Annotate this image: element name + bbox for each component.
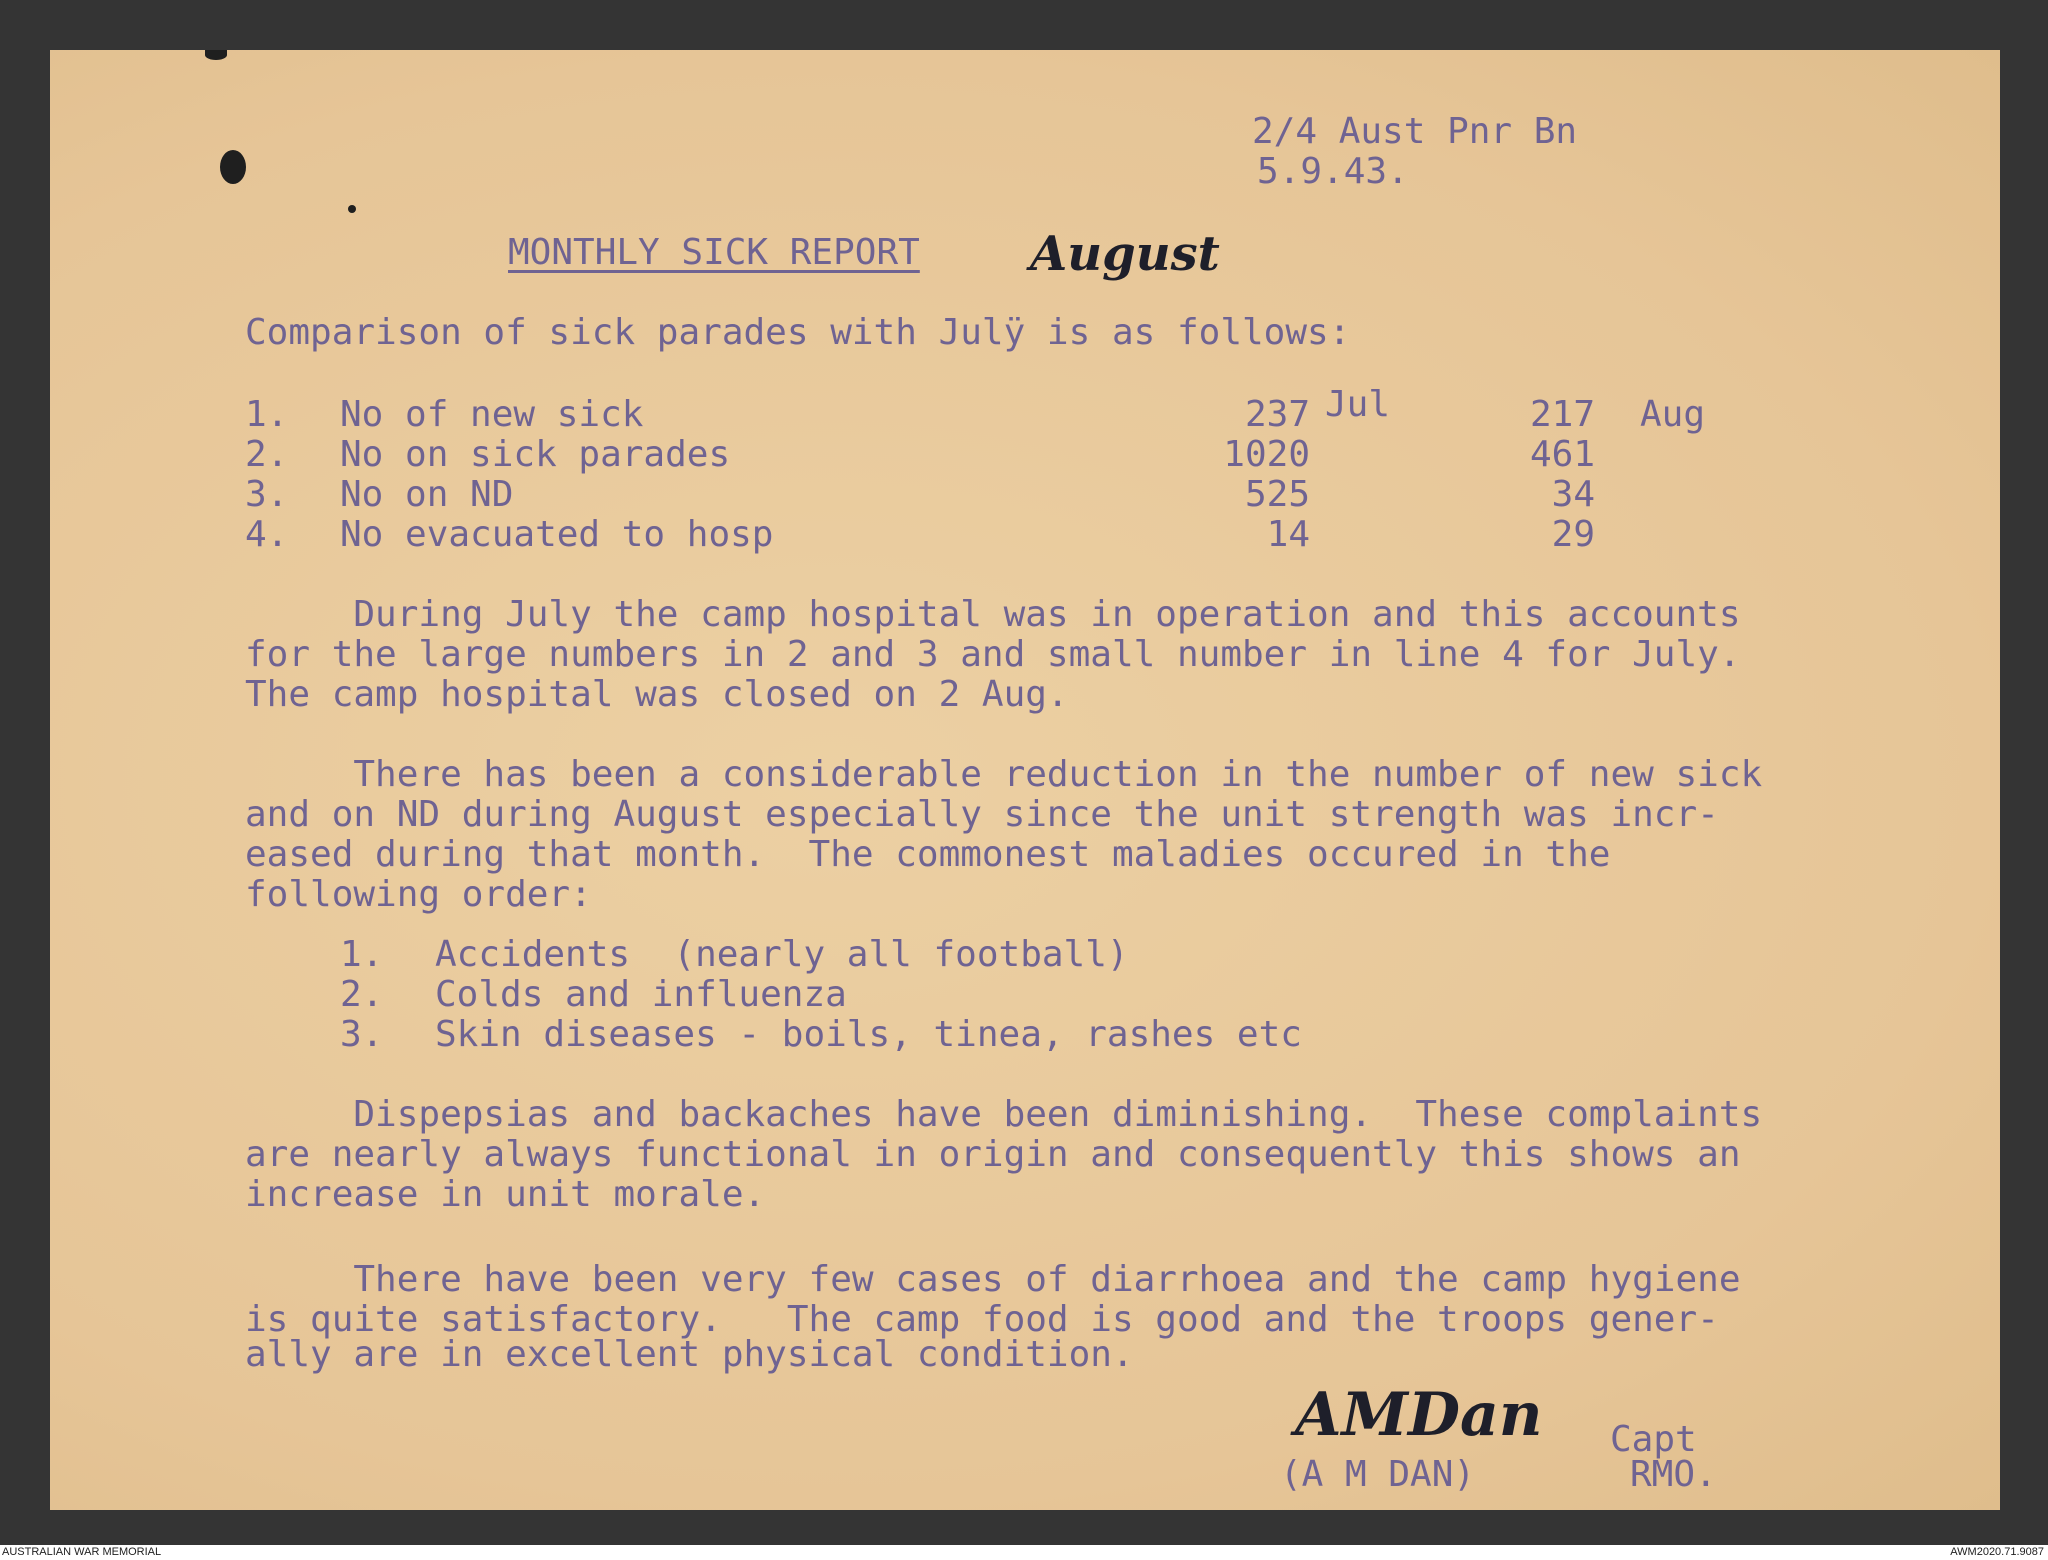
paragraph-line: During July the camp hospital was in operation and this accounts	[245, 594, 1741, 635]
paragraph-line: following order:	[245, 874, 592, 915]
handwritten-signature: AMDan	[1295, 1380, 1543, 1450]
row-1-july: 237	[1244, 394, 1310, 435]
row-1-number: 1.	[245, 394, 289, 435]
row-4-label: No evacuated to hosp	[340, 514, 774, 555]
row-2-aug: 461	[1529, 434, 1595, 475]
paragraph-line: Dispepsias and backaches have been diminishing. These complaints	[245, 1094, 1763, 1135]
row-3-label: No on ND	[340, 474, 514, 515]
footer-catalogue-id: AWM2020.71.9087	[1950, 1546, 2044, 1558]
row-2-label: No on sick parades	[340, 434, 731, 475]
row-2-number: 2.	[245, 434, 289, 475]
archive-footer	[0, 1545, 2048, 1560]
unit-name: 2/4 Aust Pnr Bn	[1252, 111, 1578, 152]
report-date: 5.9.43.	[1257, 151, 1409, 192]
paragraph-line: and on ND during August especially since the unit strength was incr-	[245, 794, 1719, 835]
row-1-label: No of new sick	[340, 394, 644, 435]
intro-text: Comparison of sick parades with Julÿ is as follows:	[245, 312, 1351, 353]
footer-institution: AUSTRALIAN WAR MEMORIAL	[2, 1546, 162, 1558]
paragraph-line: is quite satisfactory. The camp food is good and the troops gener-	[245, 1299, 1719, 1340]
row-3-aug: 34	[1551, 474, 1595, 515]
row-1-aug: 217	[1529, 394, 1595, 435]
paragraph-line: The camp hospital was closed on 2 Aug.	[245, 674, 1069, 715]
col-aug-label: Aug	[1640, 394, 1706, 435]
handwritten-month: August	[1030, 226, 1220, 282]
document-page	[50, 50, 2000, 1510]
paragraph-line: for the large numbers in 2 and 3 and small number in line 4 for July.	[245, 634, 1741, 675]
paragraph-line: ally are in excellent physical condition.	[245, 1334, 1134, 1375]
list-item: Colds and influenza	[435, 974, 847, 1015]
punch-hole-small	[348, 205, 356, 213]
signatory-rank: Capt	[1610, 1419, 1697, 1460]
list-item: Accidents (nearly all football)	[435, 934, 1129, 975]
paragraph-line: increase in unit morale.	[245, 1174, 766, 1215]
col-july-label: Jul	[1325, 384, 1391, 425]
paragraph-line: There have been very few cases of diarrhoea and the camp hygiene	[245, 1259, 1741, 1300]
row-3-number: 3.	[245, 474, 289, 515]
row-4-aug: 29	[1551, 514, 1595, 555]
punch-hole-top	[205, 50, 227, 60]
paragraph-line: eased during that month. The commonest maladies occured in the	[245, 834, 1611, 875]
list-item-number: 3.	[340, 1014, 384, 1055]
signatory-role: RMO.	[1630, 1454, 1717, 1495]
signatory-name: (A M DAN)	[1280, 1454, 1476, 1495]
paragraph-line: are nearly always functional in origin and consequently this shows an	[245, 1134, 1741, 1175]
report-title: MONTHLY SICK REPORT	[508, 232, 920, 273]
list-item-number: 2.	[340, 974, 384, 1015]
list-item: Skin diseases - boils, tinea, rashes etc	[435, 1014, 1302, 1055]
punch-hole	[220, 150, 246, 184]
row-4-number: 4.	[245, 514, 289, 555]
row-3-july: 525	[1244, 474, 1310, 515]
paragraph-line: There has been a considerable reduction in the number of new sick	[245, 754, 1763, 795]
list-item-number: 1.	[340, 934, 384, 975]
row-2-july: 1020	[1223, 434, 1310, 475]
row-4-july: 14	[1266, 514, 1310, 555]
